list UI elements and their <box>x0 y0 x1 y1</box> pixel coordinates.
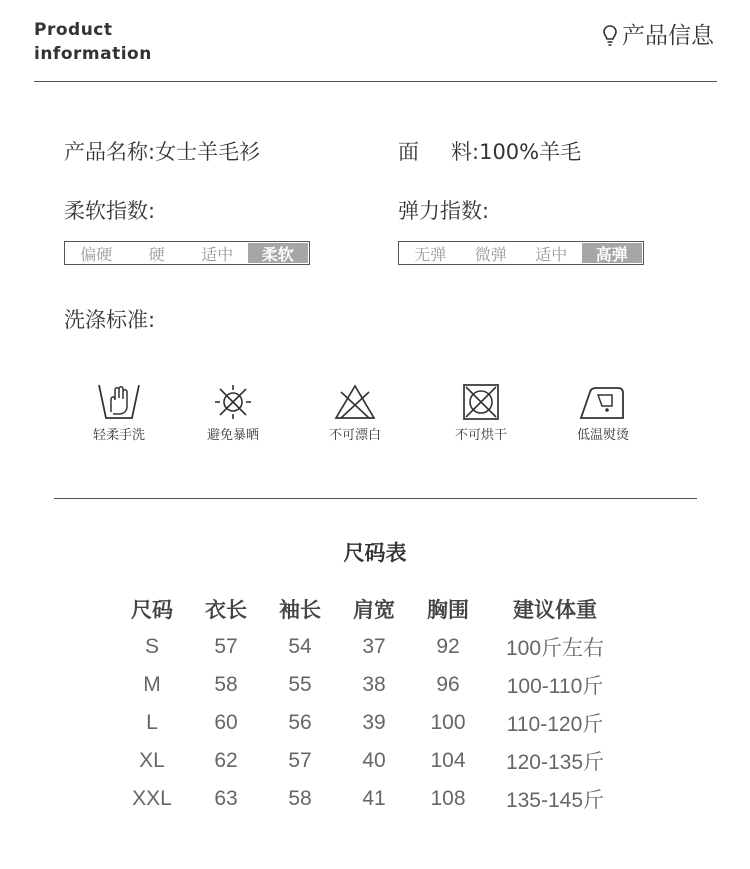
table-cell: 37 <box>362 635 386 658</box>
table-cell: 41 <box>362 787 386 810</box>
table-cell: 62 <box>214 749 238 772</box>
softness-option-selected: 柔软 <box>248 243 309 263</box>
header-cn-title <box>602 22 714 50</box>
header-cell: 衣长 <box>205 598 247 622</box>
elasticity-option: 无弹 <box>414 244 447 264</box>
table-cell: 55 <box>288 673 312 696</box>
table-row <box>115 666 625 704</box>
header-cell: 肩宽 <box>353 598 395 622</box>
softness-label: 柔软指数: <box>64 199 156 223</box>
material-value: 100%羊毛 <box>479 140 582 164</box>
table-cell: S <box>144 635 159 658</box>
header-cell: 胸围 <box>427 598 469 622</box>
elasticity-option-selected: 高弹 <box>582 243 643 263</box>
table-cell: 100 <box>430 711 466 734</box>
hand-wash-icon <box>96 382 142 422</box>
size-table-header <box>115 590 625 628</box>
product-name-value: 女士羊毛衫 <box>155 140 261 164</box>
table-row <box>115 628 625 666</box>
table-cell: 135-145斤 <box>505 789 605 812</box>
material-label-a: 面 <box>398 140 419 164</box>
wash-caption: 避免暴晒 <box>206 428 259 443</box>
elasticity-option: 适中 <box>535 244 568 264</box>
table-row <box>115 780 625 818</box>
low-iron-icon <box>578 382 628 422</box>
header-cell: 建议体重 <box>513 598 597 622</box>
no-sun-icon <box>210 382 256 422</box>
elasticity-label: 弹力指数: <box>398 199 490 223</box>
header-cell: 袖长 <box>279 598 321 622</box>
lightbulb-icon <box>602 24 618 48</box>
softness-option: 硬 <box>148 244 165 264</box>
wash-item-bleach <box>295 382 415 444</box>
table-cell: L <box>146 711 158 734</box>
table-cell: 108 <box>430 787 466 810</box>
elasticity-option: 微弹 <box>474 244 507 264</box>
table-cell: 92 <box>436 635 460 658</box>
header-en-title <box>34 18 152 66</box>
softness-scale <box>64 241 310 265</box>
table-cell: 57 <box>214 635 238 658</box>
wash-item-iron <box>543 382 663 444</box>
no-bleach-icon <box>332 382 378 422</box>
table-cell: 58 <box>214 673 238 696</box>
header-cn-text: 产品信息 <box>622 23 714 49</box>
header-en-line2: information <box>34 44 152 64</box>
table-cell: 100-110斤 <box>506 675 604 698</box>
table-row <box>115 704 625 742</box>
no-tumble-dry-icon <box>458 382 504 422</box>
table-cell: 110-120斤 <box>506 713 604 736</box>
softness-option: 适中 <box>201 244 234 264</box>
wash-caption: 低温熨烫 <box>576 428 629 443</box>
header-cell: 尺码 <box>131 598 173 622</box>
table-cell: 57 <box>288 749 312 772</box>
middle-divider <box>54 498 697 499</box>
table-cell: 96 <box>436 673 460 696</box>
size-table-title: 尺码表 <box>343 541 407 565</box>
wash-item-dry <box>421 382 541 444</box>
table-cell: 63 <box>214 787 238 810</box>
wash-item-hand <box>59 382 179 444</box>
table-cell: M <box>143 673 161 696</box>
wash-caption: 不可漂白 <box>328 428 381 443</box>
softness-option: 偏硬 <box>80 244 113 264</box>
wash-item-sun <box>173 382 293 444</box>
table-cell: 100斤左右 <box>505 637 605 660</box>
product-name-row <box>64 139 260 165</box>
wash-caption: 不可烘干 <box>454 428 507 443</box>
material-row <box>398 139 581 165</box>
washing-label: 洗涤标准: <box>64 308 156 332</box>
table-cell: 38 <box>362 673 386 696</box>
header-en-line1: Product <box>34 20 113 40</box>
table-row <box>115 742 625 780</box>
product-name-label: 产品名称: <box>64 140 156 164</box>
table-cell: XXL <box>132 787 172 810</box>
size-table <box>115 590 625 818</box>
table-cell: 104 <box>430 749 466 772</box>
wash-caption: 轻柔手洗 <box>92 428 145 443</box>
material-label-b: 料: <box>451 140 480 164</box>
table-cell: 60 <box>214 711 238 734</box>
table-cell: XL <box>139 749 165 772</box>
top-divider <box>34 81 717 82</box>
table-cell: 58 <box>288 787 312 810</box>
table-cell: 40 <box>362 749 386 772</box>
table-cell: 56 <box>288 711 312 734</box>
table-cell: 54 <box>288 635 312 658</box>
elasticity-scale <box>398 241 644 265</box>
table-cell: 39 <box>362 711 386 734</box>
table-cell: 120-135斤 <box>505 751 605 774</box>
